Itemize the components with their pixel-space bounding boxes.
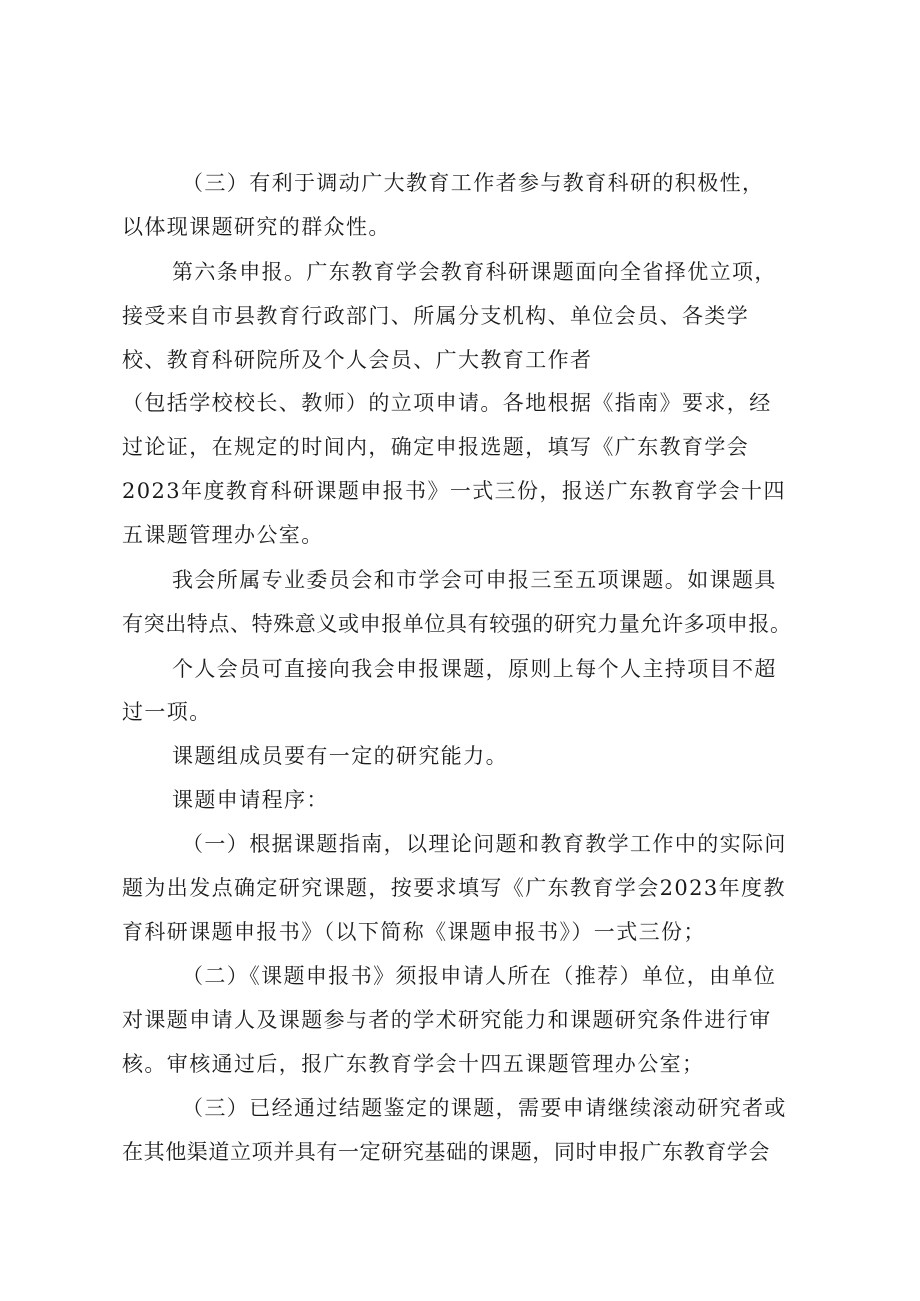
text-line: 过论证，在规定的时间内，确定申报选题，填写《广东教育学会 — [122, 435, 750, 459]
text-line: 以体现课题研究的群众性。 — [122, 215, 391, 239]
text-line: 在其他渠道立项并具有一定研究基础的课题，同时申报广东教育学会 — [122, 1140, 770, 1164]
text-line: 核。审核通过后，报广东教育学会十四五课题管理办公室； — [122, 1052, 705, 1076]
text-line: 第六条申报。广东教育学会教育科研课题面向全省择优立项， — [172, 260, 777, 284]
text-line: 育科研课题申报书》（以下简称《课题申报书》）一式三份； — [122, 920, 706, 944]
text-line: 接受来自市县教育行政部门、所属分支机构、单位会员、各类学 — [122, 304, 750, 328]
text-line: 2023年度教育科研课题申报书》一式三份，报送广东教育学会十四 — [122, 479, 786, 503]
text-line: 五课题管理办公室。 — [122, 523, 324, 547]
text-line: 课题申请程序： — [172, 788, 329, 812]
text-line: 校、教育科研院所及个人会员、广大教育工作者 — [122, 348, 593, 372]
text-line: 个人会员可直接向我会申报课题，原则上每个人主持项目不超 — [172, 657, 777, 681]
text-line: 我会所属专业委员会和市学会可申报三至五项课题。如课题具 — [172, 568, 777, 592]
text-line: （一）根据课题指南，以理论问题和教育教学工作中的实际问 — [182, 832, 787, 856]
text-line: 题为出发点确定研究课题，按要求填写《广东教育学会2023年度教 — [122, 876, 786, 900]
text-line: （三）有利于调动广大教育工作者参与教育科研的积极性， — [182, 171, 765, 195]
text-line: （三）已经通过结题鉴定的课题，需要申请继续滚动研究者或 — [182, 1096, 787, 1120]
text-line: 有突出特点、特殊意义或申报单位具有较强的研究力量允许多项申报。 — [122, 612, 792, 636]
text-line: 课题组成员要有一定的研究能力。 — [172, 744, 508, 768]
text-line: （二）《课题申报书》须报申请人所在（推荐）单位，由单位 — [182, 964, 777, 988]
text-line: 对课题申请人及课题参与者的学术研究能力和课题研究条件进行审 — [122, 1008, 772, 1032]
text-line: 过一项。 — [122, 700, 212, 724]
text-line: （包括学校校长、教师）的立项申请。各地根据《指南》要求，经 — [122, 391, 772, 415]
